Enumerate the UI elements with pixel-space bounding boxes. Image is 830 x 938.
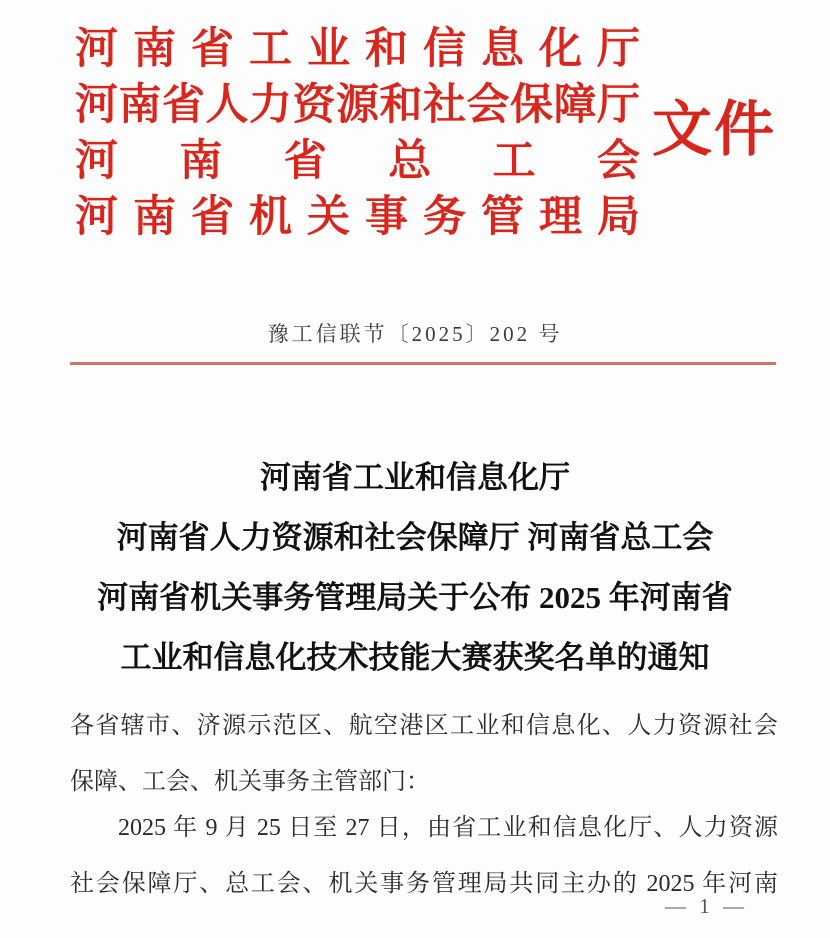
document-number: 豫工信联节〔2025〕202 号 (267, 322, 563, 346)
agency-name-4: 河南省机关事务管理局 (75, 194, 640, 241)
recipients-line-2: 保障、工会、机关事务主管部门： (70, 769, 430, 795)
agency-name-1: 河南省工业和信息化厅 (75, 26, 640, 73)
paragraph-line-1: 2025 年 9 月 25 日至 27 日，由省工业和信息化厅、人力资源 (118, 815, 778, 841)
document-type-label: 文件 (652, 97, 776, 163)
agency-name-3: 河南省总工会 (75, 138, 640, 185)
title-line-1: 河南省工业和信息化厅 (260, 460, 570, 495)
recipients-paragraph (70, 698, 778, 810)
title-line-4: 工业和信息化技术技能大赛获奖名单的通知 (120, 640, 710, 675)
agency-name-2: 河南省人力资源和社会保障厅 (75, 82, 640, 129)
title-line-3: 河南省机关事务管理局关于公布 2025 年河南省 (97, 580, 733, 615)
recipients-line-1: 各省辖市、济源示范区、航空港区工业和信息化、人力资源社会 (70, 713, 778, 739)
letterhead-agencies (75, 22, 640, 246)
page-number: — 1 — (665, 894, 748, 918)
paragraph-line-2: 社会保障厅、总工会、机关事务管理局共同主办的 2025 年河南 (70, 871, 778, 897)
red-divider-line (70, 362, 776, 365)
document-title (40, 448, 790, 688)
document-body (70, 698, 778, 912)
title-line-2: 河南省人力资源和社会保障厅 河南省总工会 (116, 520, 714, 555)
